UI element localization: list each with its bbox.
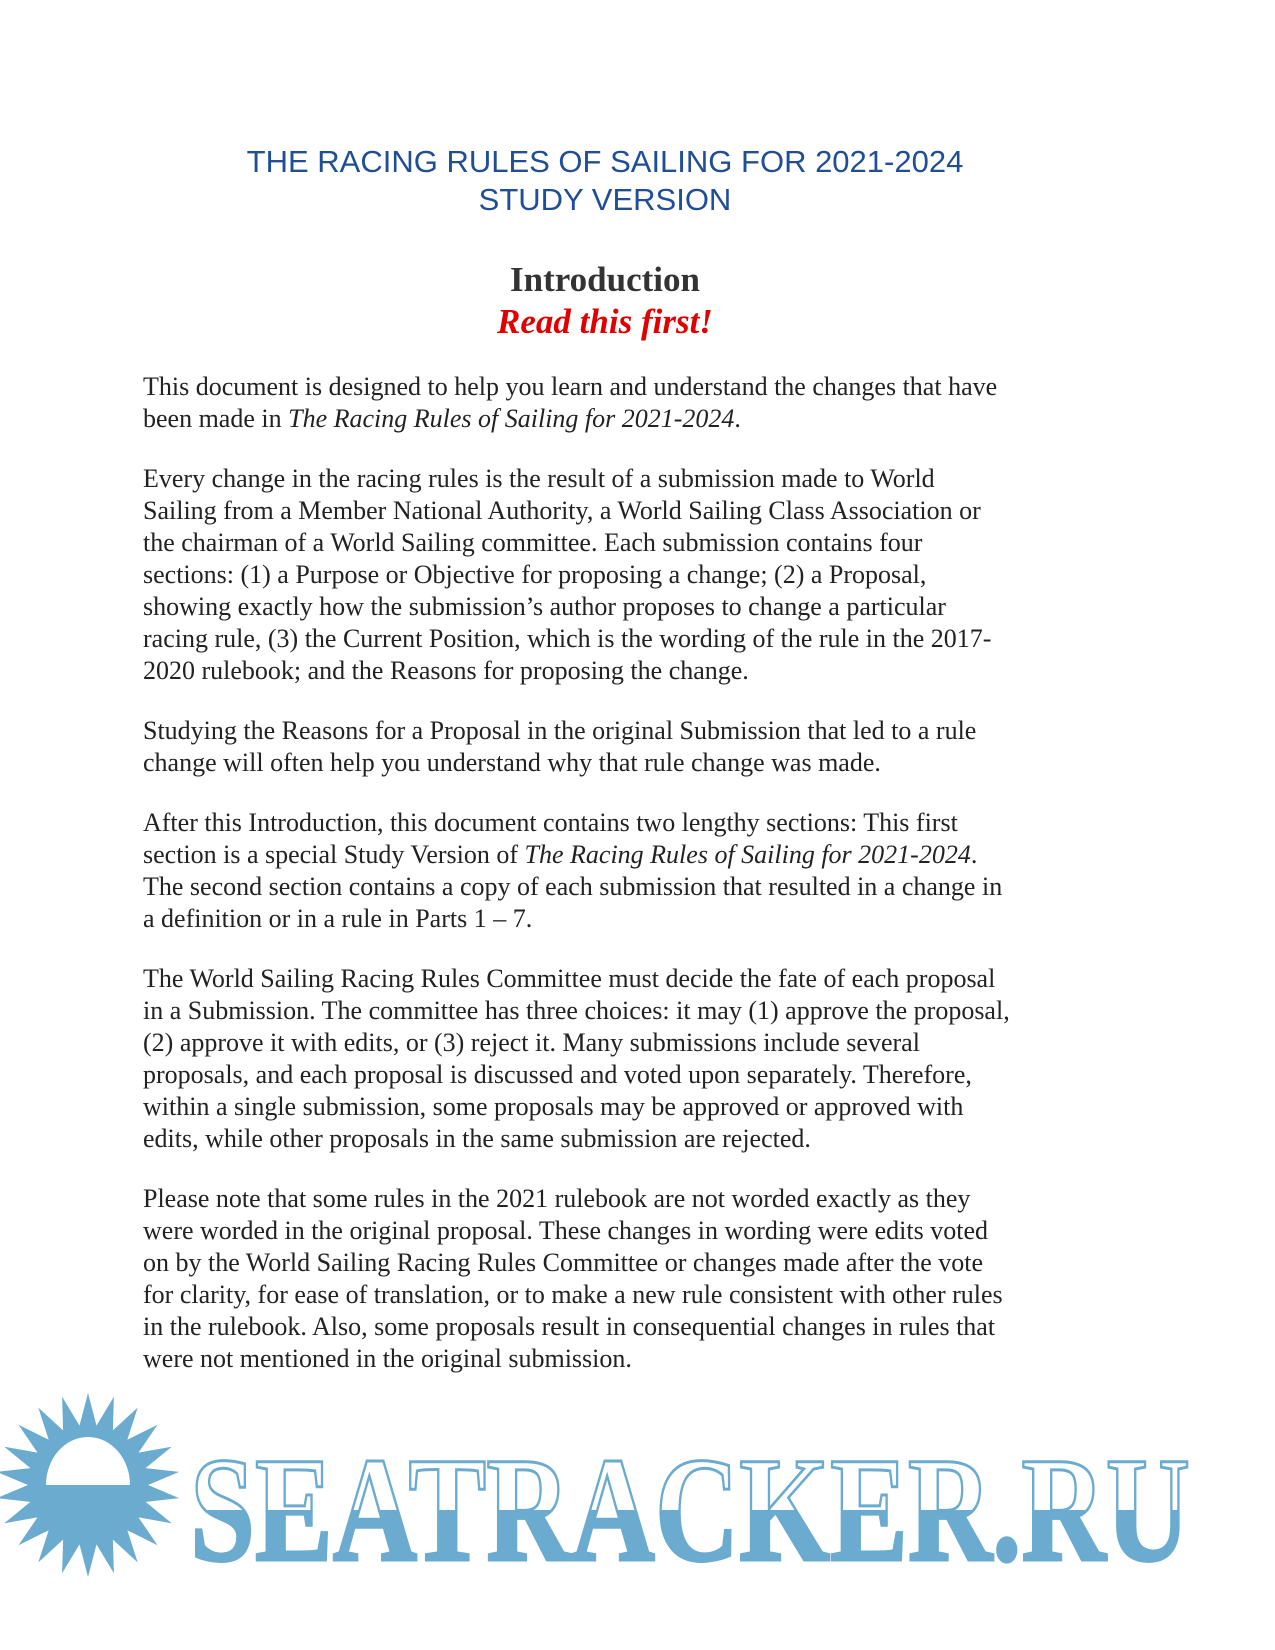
text-segment: for clarity, for ease of translation, or to make a new rule consistent with other rules <box>143 1280 1003 1309</box>
text-segment: (2) approve it with edits, or (3) reject it. Many submissions include several <box>143 1028 920 1057</box>
text-line <box>143 371 1143 403</box>
text-segment: Studying the Reasons for a Proposal in the original Submission that led to a rule <box>143 716 977 745</box>
text-line <box>143 839 1143 871</box>
text-segment: in a Submission. The committee has three choices: it may (1) approve the proposal, <box>143 996 1010 1025</box>
text-line <box>143 903 1143 935</box>
paragraph <box>143 1183 1143 1375</box>
text-line <box>143 871 1143 903</box>
text-segment: After this Introduction, this document contains two lengthy sections: This first <box>143 808 958 837</box>
text-line <box>143 495 1143 527</box>
text-segment: change will often help you understand why that rule change was made. <box>143 748 881 777</box>
text-segment: Every change in the racing rules is the result of a submission made to World <box>143 464 935 493</box>
text-segment: within a single submission, some proposals may be approved or approved with <box>143 1092 964 1121</box>
italic-title-text: The Racing Rules of Sailing for 2021-2024 <box>288 404 735 433</box>
text-segment: The World Sailing Racing Rules Committee must decide the fate of each proposal <box>143 964 996 993</box>
text-line <box>143 1123 1143 1155</box>
section-subheading: Read this first! <box>497 302 713 341</box>
text-segment: in the rulebook. Also, some proposals result in consequential changes in rules that <box>143 1312 996 1341</box>
paragraph <box>143 807 1143 935</box>
paragraph <box>143 715 1143 779</box>
text-line <box>143 1183 1143 1215</box>
text-line <box>143 1091 1143 1123</box>
text-segment: on by the World Sailing Racing Rules Committee or changes made after the vote <box>143 1248 984 1277</box>
text-line <box>143 1311 1143 1343</box>
text-line <box>143 995 1143 1027</box>
text-segment: the chairman of a World Sailing committee. Each submission contains four <box>143 528 923 557</box>
watermark <box>0 1390 1275 1650</box>
text-segment: 2020 rulebook; and the Reasons for proposing the change. <box>143 656 749 685</box>
text-line <box>143 591 1143 623</box>
text-line <box>143 623 1143 655</box>
paragraph <box>143 963 1143 1155</box>
text-segment: proposals, and each proposal is discussed and voted upon separately. Therefore, <box>143 1060 972 1089</box>
text-line <box>143 747 1143 779</box>
text-segment: . <box>970 840 978 869</box>
text-line <box>143 1215 1143 1247</box>
text-segment: The second section contains a copy of each submission that resulted in a change in <box>143 872 1003 901</box>
paragraph <box>143 371 1143 435</box>
text-segment: section is a special Study Version of <box>143 840 525 869</box>
section-heading: Introduction <box>510 260 700 299</box>
text-line <box>143 1279 1143 1311</box>
text-line <box>143 1059 1143 1091</box>
watermark-text: SEATRACKER.RU <box>190 1427 1190 1593</box>
text-segment: . <box>734 404 741 433</box>
document-title: THE RACING RULES OF SAILING FOR 2021-2024 <box>246 144 964 179</box>
text-segment: a definition or in a rule in Parts 1 – 7. <box>143 904 533 933</box>
text-line <box>143 807 1143 839</box>
document-body <box>143 371 1143 1403</box>
text-segment: edits, while other proposals in the same submission are rejected. <box>143 1124 811 1153</box>
sun-icon <box>0 1393 179 1577</box>
text-segment: This document is designed to help you learn and understand the changes that have <box>143 372 998 401</box>
text-segment: were worded in the original proposal. These changes in wording were edits voted <box>143 1216 988 1245</box>
italic-title-text: The Racing Rules of Sailing for 2021-2024 <box>524 840 971 869</box>
text-segment: sections: (1) a Purpose or Objective for proposing a change; (2) a Proposal, <box>143 560 927 589</box>
text-line <box>143 963 1143 995</box>
document-subtitle: STUDY VERSION <box>478 182 732 217</box>
text-segment: racing rule, (3) the Current Position, which is the wording of the rule in the 2017- <box>143 624 992 653</box>
text-line <box>143 715 1143 747</box>
text-segment: were not mentioned in the original submission. <box>143 1344 632 1373</box>
text-segment: been made in <box>143 404 289 433</box>
text-line <box>143 1027 1143 1059</box>
paragraph <box>143 463 1143 687</box>
text-line <box>143 655 1143 687</box>
text-segment: showing exactly how the submission’s author proposes to change a particular <box>143 592 946 621</box>
text-line <box>143 527 1143 559</box>
text-line <box>143 1247 1143 1279</box>
text-segment: Please note that some rules in the 2021 rulebook are not worded exactly as they <box>143 1184 971 1213</box>
text-line <box>143 403 1143 435</box>
text-line <box>143 463 1143 495</box>
text-segment: Sailing from a Member National Authority, a World Sailing Class Association or <box>143 496 981 525</box>
text-line <box>143 559 1143 591</box>
text-line <box>143 1343 1143 1375</box>
